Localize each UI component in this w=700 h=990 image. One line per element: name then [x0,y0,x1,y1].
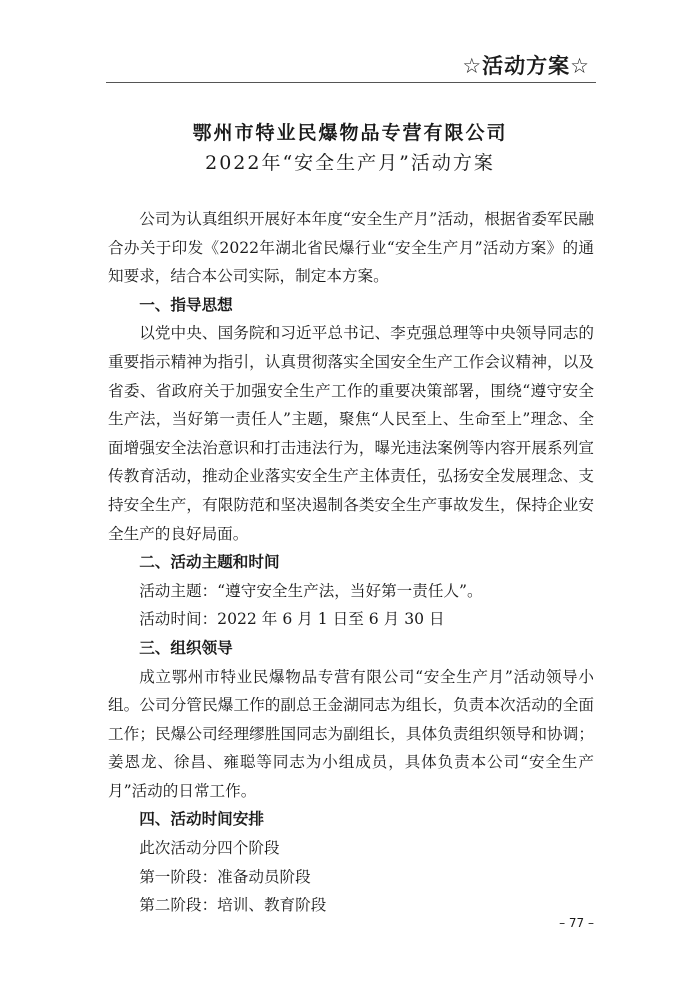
section-heading-organization: 三、组织领导 [139,638,233,657]
guiding-thought-paragraph: 以党中央、国务院和习近平总书记、李克强总理等中央领导同志的重要指示精神为指引，认真贯彻落实全国安全生产工作会议精神，以及省委、省政府关于加强安全生产工作的重要决策部署，围绕“遵守安全生产法，当好第一责任人”主题，聚焦“人民至上、生命至上”理念、全面增强安全法治意识和打击违法行为，曝光违法案例等内容开展系列宣传教育活动，推动企业落实安全生产主体责任，弘扬安全发展理念、支持安全生产，有限防范和坚决遏制各类安全生产事故发生，保持企业安全生产的良好局面。 [108,324,594,543]
schedule-stage-1: 第一阶段：准备动员阶段 [139,867,311,886]
page-number: – 77 – [559,916,594,930]
section-heading-schedule: 四、活动时间安排 [139,810,264,829]
intro-paragraph: 公司为认真组织开展好本年度“安全生产月”活动，根据省委军民融合办关于印发《2022年湖北省民爆行业“安全生产月”活动方案》的通知要求，结合本公司实际，制定本方案。 [108,210,594,286]
section-heading-theme-time: 二、活动主题和时间 [139,553,280,572]
organization-paragraph: 成立鄂州市特业民爆物品专营有限公司“安全生产月”活动领导小组。公司分管民爆工作的副总王金湖同志为组长，负责本次活动的全面工作；民爆公司经理缪胜国同志为副组长，具体负责组织领导和协调；姜恩龙、徐昌、雍聪等同志为小组成员，具体负责本公司“安全生产月”活动的日常工作。 [108,667,594,800]
document-body [108,205,594,920]
activity-theme-line: 活动主题：“遵守安全生产法，当好第一责任人”。 [139,581,483,600]
schedule-intro-line: 此次活动分四个阶段 [139,839,280,858]
section-header-label: ☆活动方案☆ [462,54,590,78]
header-divider [106,82,596,83]
activity-time-line: 活动时间：2022 年 6 月 1 日至 6 月 30 日 [139,610,445,629]
section-heading-guiding-thought: 一、指导思想 [139,295,233,314]
document-title-plan: 2022年“安全生产月”活动方案 [205,152,495,174]
schedule-stage-2: 第二阶段：培训、教育阶段 [139,896,327,915]
document-title-company: 鄂州市特业民爆物品专营有限公司 [192,122,508,144]
